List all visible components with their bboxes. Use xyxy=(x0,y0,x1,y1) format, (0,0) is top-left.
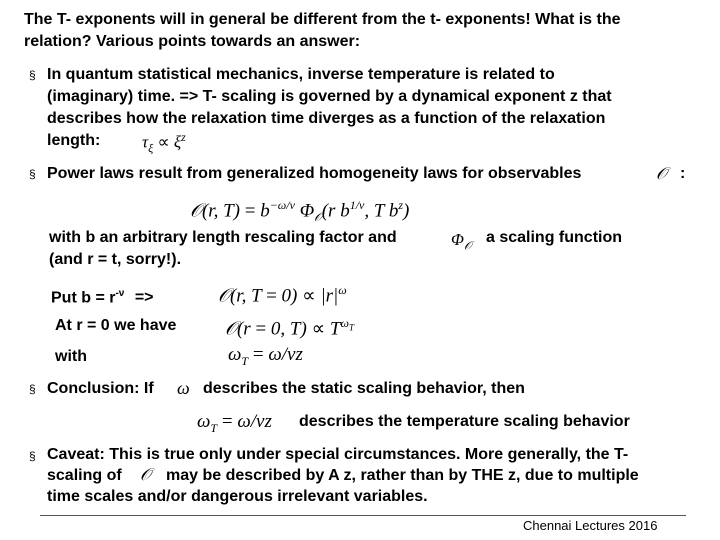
b3-post: describes the static scaling behavior, then xyxy=(203,380,525,397)
bullet-marker: § xyxy=(29,68,36,82)
observable-symbol: 𝒪 xyxy=(140,465,151,484)
b4-line-1: Caveat: This is true only under special circumstances. More generally, the T- xyxy=(47,446,629,463)
omega-symbol: ω xyxy=(177,378,190,398)
b1-line-4: length: xyxy=(47,132,101,149)
observable-symbol: 𝒪 xyxy=(656,164,667,183)
equation-at-r-zero: 𝒪(r = 0, $T) \propto T^{\omega_T}$ xyxy=(225,316,354,340)
equation-omega-t: $\omega_T = \omega/\nu z$ xyxy=(228,344,303,368)
equation-tau-xi: $\tau_\xi \propto \xi^z$ xyxy=(142,130,186,156)
b2-with-line-1b: a scaling function xyxy=(486,229,623,246)
b2-with-line-1: with b an arbitrary length rescaling factor and xyxy=(49,229,397,246)
b2-with-line-2: (and r = t, sorry!). xyxy=(49,251,182,268)
scaling-function-symbol: $\Phi_𝒪$ xyxy=(451,230,472,253)
equation-put-b: 𝒪(r, $T = 0) \propto |r|^\omega$ xyxy=(218,283,347,307)
intro-line-1: The T- exponents will in general be different from the t- exponents! What is the xyxy=(24,11,621,28)
b2-colon: : xyxy=(680,165,686,182)
intro-line-2: relation? Various points towards an answer: xyxy=(24,33,361,50)
b1-line-3: describes how the relaxation time diverges as a function of the relaxation xyxy=(47,110,606,127)
b1-line-1: In quantum statistical mechanics, inverse temperature is related to xyxy=(47,66,555,83)
b4-line-3: time scales and/or dangerous irrelevant variables. xyxy=(47,488,428,505)
at-r-zero-label: At r = 0 we have xyxy=(55,317,177,334)
b1-line-2: (imaginary) time. => T- scaling is governed by a dynamical exponent z that xyxy=(47,88,612,105)
footer-rule xyxy=(40,515,686,516)
bullet-marker: § xyxy=(29,167,36,181)
b4-line-2a: scaling of xyxy=(47,467,122,484)
equation-homogeneity: 𝒪(r, $T) = b^{-\omega/\nu}$ $\Phi_𝒪(r$ $b^{1/\nu}$, T $b^z$) xyxy=(190,198,410,225)
b3-pre: Conclusion: If xyxy=(47,380,154,397)
b4-line-2b: may be described by A z, rather than by THE z, due to multiple xyxy=(166,467,639,484)
bullet-marker: § xyxy=(29,382,36,396)
bullet-marker: § xyxy=(29,449,36,463)
b2-line-1: Power laws result from generalized homogeneity laws for observables xyxy=(47,165,582,182)
b3-line-2: describes the temperature scaling behavior xyxy=(299,413,630,430)
put-b-label: Put $b = r^{-\nu}$ => xyxy=(51,288,154,307)
with-label: with xyxy=(55,348,87,365)
footer-text: Chennai Lectures 2016 xyxy=(523,518,658,533)
equation-omega-t-conclusion: $\omega_T = \omega/\nu z$ xyxy=(197,411,272,435)
